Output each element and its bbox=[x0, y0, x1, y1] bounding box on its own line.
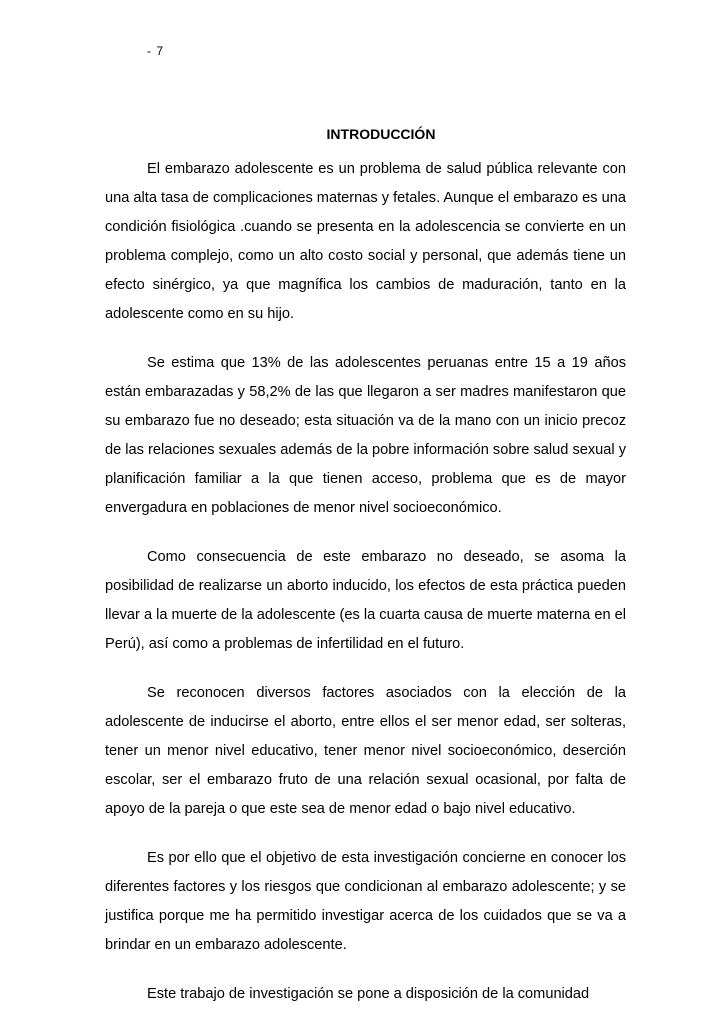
paragraph-3: Como consecuencia de este embarazo no deseado, se asoma la posibilidad de realizarse un aborto inducido, los efectos de esta práctica pueden llevar a la muerte de la adolescente (es la cuarta causa de muerte materna en el Perú), así como a problemas de infertilidad en el futuro. bbox=[105, 549, 626, 652]
paragraph-4: Se reconocen diversos factores asociados con la elección de la adolescente de inducirse el aborto, entre ellos el ser menor edad, ser solteras, tener un menor nivel educativo, tener menor nivel socioeconómico, deserción escolar, ser el embarazo fruto de una relación sexual ocasional, por falta de apoyo de la pareja o que este sea de menor edad o bajo nivel educativo. bbox=[105, 685, 626, 817]
section-title: INTRODUCCIÓN bbox=[326, 126, 436, 142]
paragraph-5: Es por ello que el objetivo de esta investigación concierne en conocer los diferentes factores y los riesgos que condicionan al embarazo adolescente; y se justifica porque me ha permitido investigar acerca de los cuidados que se va a brindar en un embarazo adolescente. bbox=[105, 850, 626, 953]
page-number: - 7 bbox=[147, 44, 165, 58]
body-text bbox=[105, 155, 626, 1029]
paragraph-2: Se estima que 13% de las adolescentes peruanas entre 15 a 19 años están embarazadas y 58,2% de las que llegaron a ser madres manifestaron que su embarazo fue no deseado; esta situación va de la mano con un inicio precoz de las relaciones sexuales además de la pobre información sobre salud sexual y planificación familiar a la que tienen acceso, problema que es de mayor envergadura en poblaciones de menor nivel socioeconómico. bbox=[105, 355, 626, 516]
paragraph-1: El embarazo adolescente es un problema de salud pública relevante con una alta tasa de complicaciones maternas y fetales. Aunque el embarazo es una condición fisiológica .cuando se presenta en la adolescencia se convierte en un problema complejo, como un alto costo social y personal, que además tiene un efecto sinérgico, ya que magnífica los cambios de maduración, tanto en la adolescente como en su hijo. bbox=[105, 161, 626, 322]
paragraph-6: Este trabajo de investigación se pone a disposición de la comunidad bbox=[147, 986, 590, 1002]
